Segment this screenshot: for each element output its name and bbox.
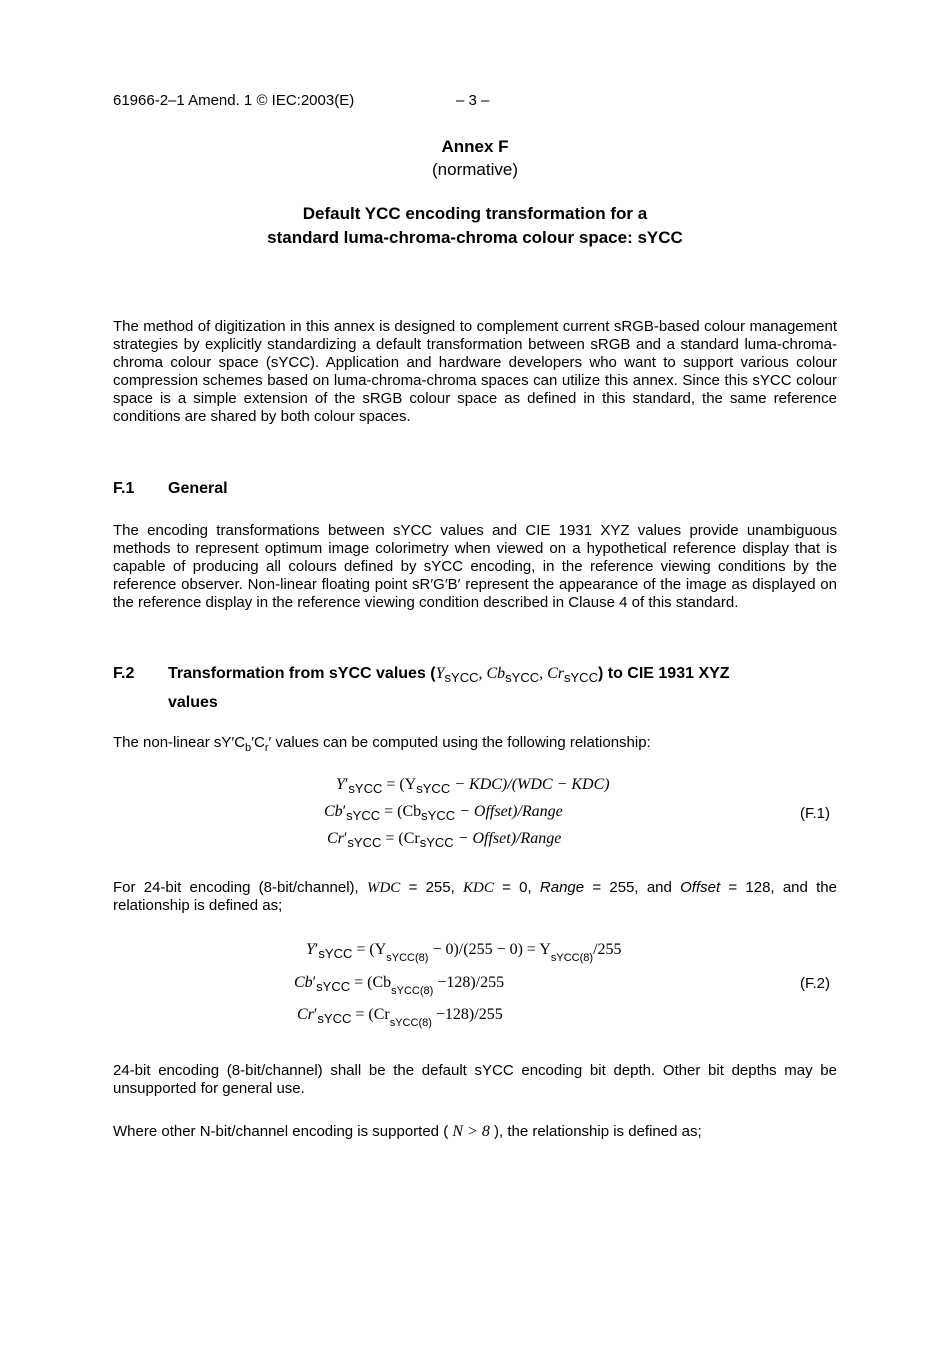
annex-heading-line-1: Default YCC encoding transformation for a [302,204,648,223]
equation-f1-label: (F.1) [800,805,830,822]
section-f2-paragraph-nbit: Where other N-bit/channel encoding is supported ( N > 8 ), the relationship is defined as; [113,1123,702,1140]
header-page-number: – 3 – [456,92,490,109]
section-f2-paragraph-default-depth: 24-bit encoding (8-bit/channel) shall be the default sYCC encoding bit depth. Other bit depths may be unsupported for general use. [113,1062,837,1098]
equation-f2-label: (F.2) [800,975,830,992]
section-f2-number: F.2 [113,665,135,682]
section-f1-title: General [168,480,228,497]
section-f1-paragraph: The encoding transformations between sYCC values and CIE 1931 XYZ values provide unambiguous methods to represent optimum image colorimetry when viewed on a hypothetical reference display that is capable of producing all colours defined by sYCC encoding, in the reference viewing conditions by the reference observer. Non-linear floating point sR′G′B′ represent the appearance of the image as displayed on the reference display in the reference viewing condition described in Clause 4 of this standard. [113,522,837,612]
intro-paragraph: The method of digitization in this annex is designed to complement current sRGB-based colour management strategies by explicitly standardizing a default transformation between sRGB and a standard luma-chroma-chroma colour space (sYCC). Application and hardware developers who want to support various colour compression schemes based on luma-chroma-chroma spaces can utilize this annex. Since this sYCC colour space is a simple extension of the sRGB colour space as defined in this standard, the same reference conditions are shared by both colour spaces. [113,318,837,426]
section-f2-intro: The non-linear $sY'C_b'C_r'$ values can be computed using the following relationship: [113,734,651,754]
equation-f2-row-1: $Y'_{sYCC} = (Y_{sYCC(8)} - 0)/(255 - 0) = Y_{sYCC(8)}/255$ [306,941,622,964]
section-f2-paragraph-24bit: For 24-bit encoding (8-bit/channel), WDC = 255, KDC = 0, Range = 255, and Offset = 128, and the relationship is defined as; [113,879,837,915]
equation-f1-row-2: $Cb'_{sYCC} = (Cb_{sYCC}$ − Offset)/Range [324,803,563,823]
annex-heading-line-2: standard luma-chroma-chroma colour space: sYCC [267,228,683,247]
section-f2-title: Transformation from sYCC values ($Y_{sYCC}$, $Cb_{sYCC}$, $Cr_{sYCC}$) to CIE 1931 XYZ values [168,665,730,711]
equation-f2-row-3: $Cr'_{sYCC} = (Cr_{sYCC(8)} -128)/255$ [297,1006,503,1029]
annex-status: (normative) [432,160,518,179]
annex-title: Annex F [441,137,509,156]
equation-f2-row-2: $Cb'_{sYCC} = (Cb_{sYCC(8)} -128)/255$ [294,974,505,997]
equation-f1-row-1: $Y'_{sYCC} = (Y_{sYCC} - KDC)/(WDC - KDC)$ [336,776,610,796]
equation-f1-row-3: $Cr'_{sYCC} = (Cr_{sYCC}$ − Offset)/Range [327,830,562,850]
header-doc-id: 61966-2–1 Amend. 1 © IEC:2003(E) [113,92,355,109]
section-f1-number: F.1 [113,480,135,497]
